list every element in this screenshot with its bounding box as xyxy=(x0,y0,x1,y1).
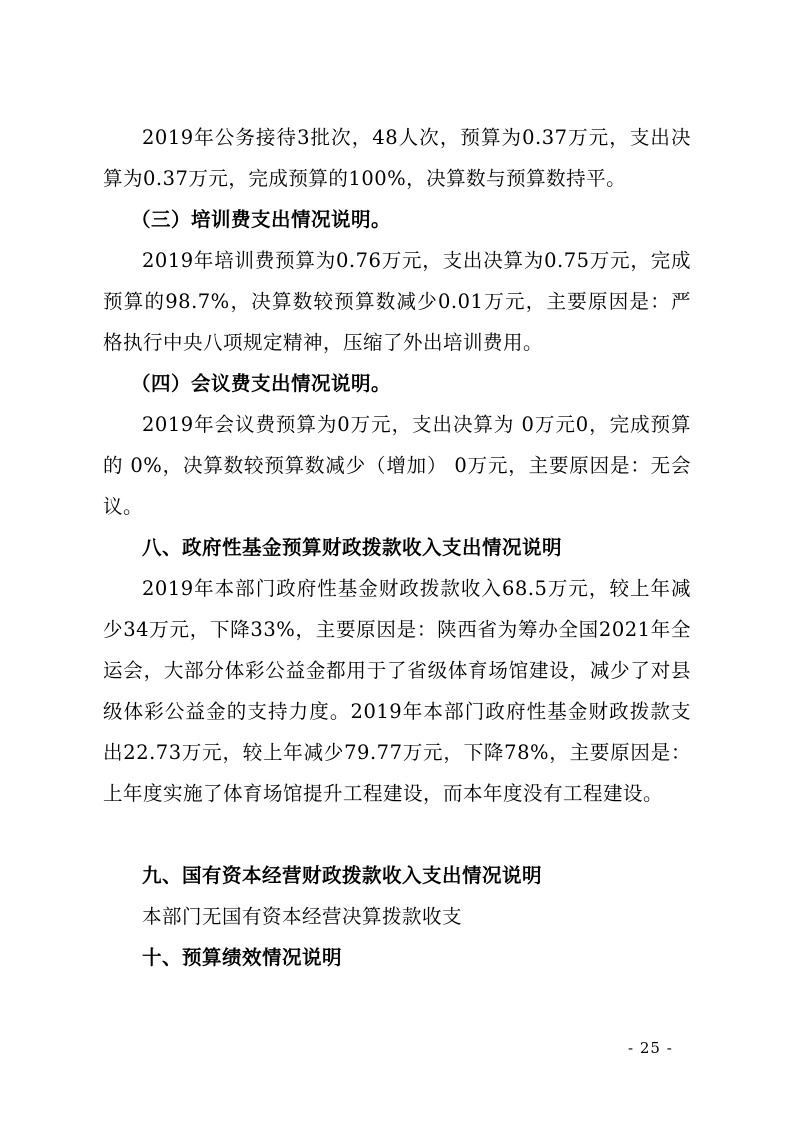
meeting-expense-heading: （四）会议费支出情况说明。 xyxy=(131,372,392,395)
training-expense-paragraph: 2019年培训费预算为0.76万元，支出决算为0.75万元，完成预算的98.7%，决算数较预算数减少0.01万元，主要原因是：严格执行中央八项规定精神，压缩了外出培训费用。 xyxy=(103,249,691,354)
section-8-heading: 八、政府性基金预算财政拨款收入支出情况说明 xyxy=(142,536,563,559)
section-10-heading: 十、预算绩效情况说明 xyxy=(142,946,343,969)
training-expense-heading: （三）培训费支出情况说明。 xyxy=(131,208,392,231)
meeting-expense-paragraph: 2019年会议费预算为0万元，支出决算为 0万元0，完成预算的 0%，决算数较预算数减少（增加） 0万元，主要原因是：无会议。 xyxy=(103,413,691,518)
section-9-paragraph: 本部门无国有资本经营决算拨款收支 xyxy=(142,905,463,928)
page-number: - 25 - xyxy=(628,1039,673,1057)
reception-expense-paragraph: 2019年公务接待3批次，48人次，预算为0.37万元，支出决算为0.37万元，完成预算的100%，决算数与预算数持平。 xyxy=(103,126,691,190)
section-8-paragraph: 2019年本部门政府性基金财政拨款收入68.5万元，较上年减少34万元，下降33%，主要原因是：陕西省为筹办全国2021年全运会，大部分体彩公益金都用于了省级体育场馆建设，减少了对县级体彩公益金的支持力度。2019年本部门政府性基金财政拨款支出22.73万元，较上年减少79.77万元，下降78%，主要原因是：上年度实施了体育场馆提升工程建设，而本年度没有工程建设。 xyxy=(103,577,691,805)
section-9-heading: 九、国有资本经营财政拨款收入支出情况说明 xyxy=(142,864,543,887)
